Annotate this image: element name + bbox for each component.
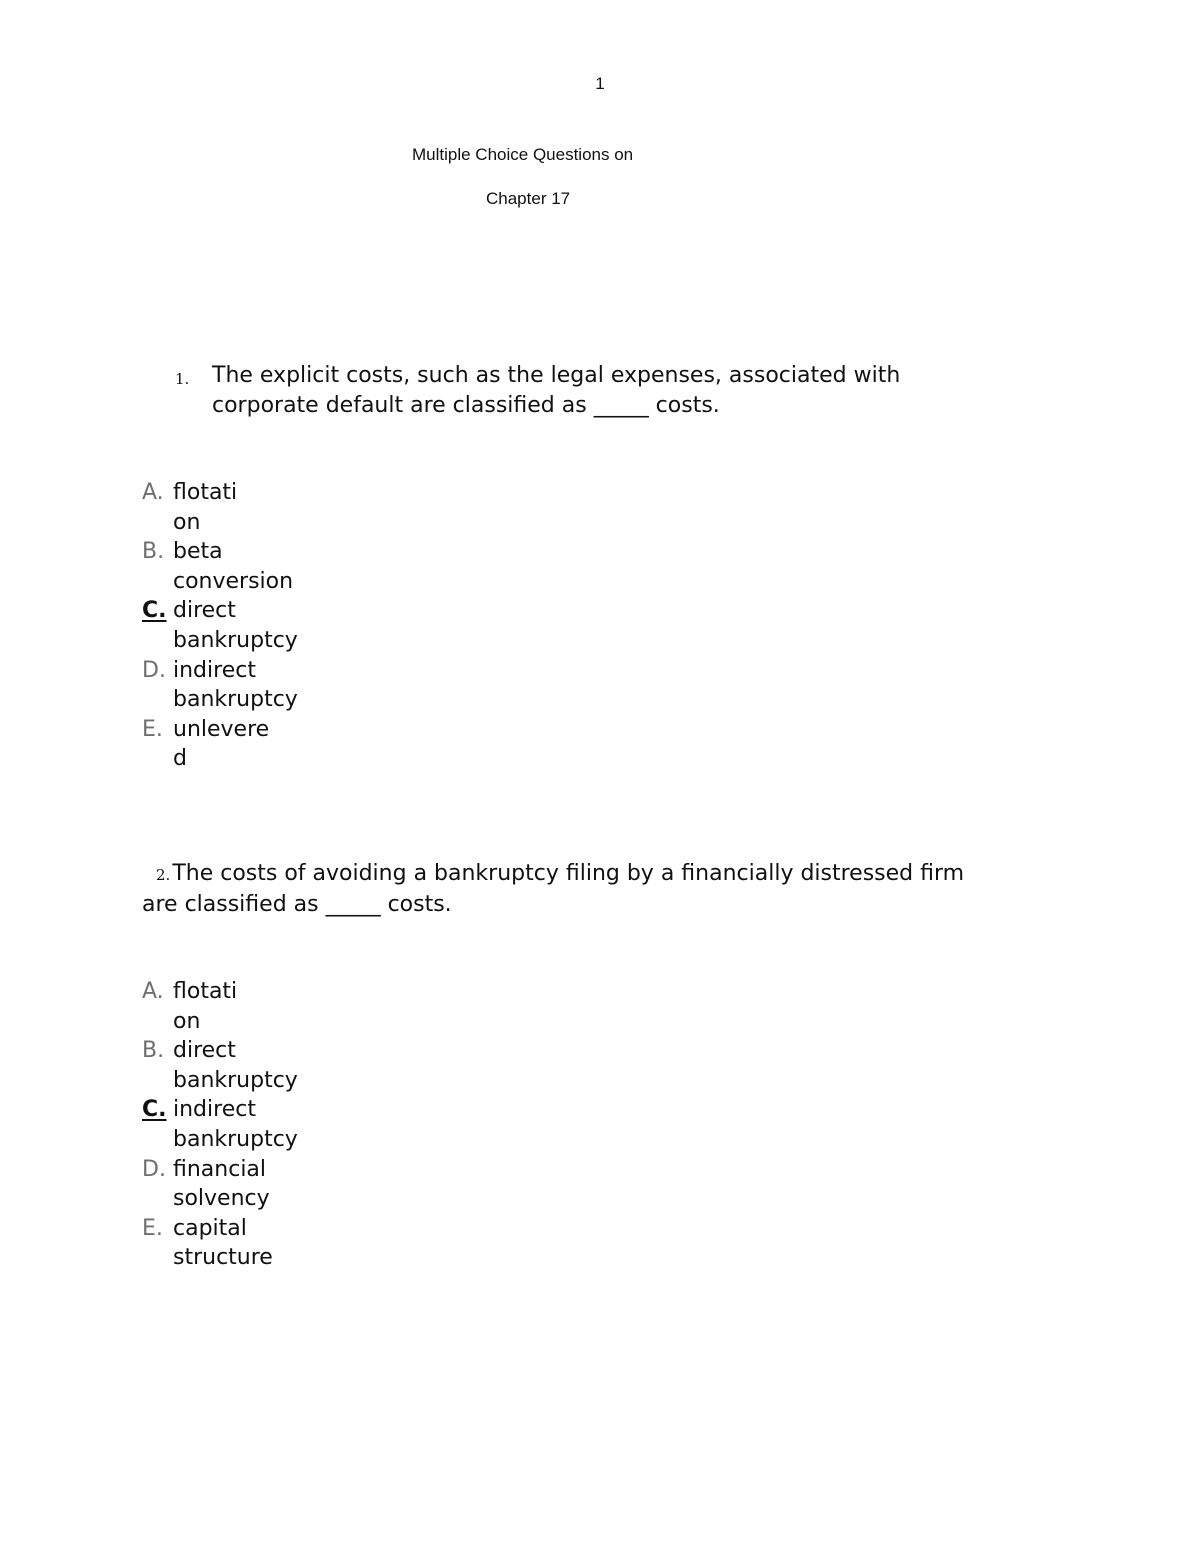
chapter-title: Chapter 17 [486,189,571,208]
answer-option-d [142,656,402,715]
question-text-line: corporate default are classified as _____ costs. [212,393,720,418]
option-text-line: capital [173,1215,247,1241]
option-letter: B. [142,539,165,565]
answer-option-c [142,1095,402,1154]
correct-option-letter: C. [142,1097,167,1123]
option-text-line: on [173,1008,201,1034]
option-text [173,537,402,596]
option-text [173,715,402,774]
option-text [173,596,402,655]
answer-option-c [142,596,402,655]
option-text-line: structure [173,1245,273,1271]
option-letter: A. [142,979,164,1004]
option-text-line: d [173,746,187,772]
option-text-line: flotati [173,480,238,505]
answer-options [142,977,402,1273]
answer-options [142,478,402,774]
option-letter: A. [142,480,164,505]
option-text-line: bankruptcy [173,627,298,653]
question-text-line: are classified as _____ costs. [142,892,452,917]
option-text-line: indirect [173,657,256,683]
option-text-line: unlevere [173,716,270,742]
answer-option-a [142,977,402,1036]
option-text-line: beta [173,539,223,565]
answer-option-b [142,537,402,596]
page-number: 1 [595,74,605,93]
option-letter: E. [142,716,163,742]
option-text-line: direct [173,598,236,624]
option-text-line: bankruptcy [173,1126,298,1152]
option-text-line: bankruptcy [173,1067,298,1093]
correct-option-letter: C. [142,598,167,624]
option-text [173,1036,402,1095]
option-text [173,656,402,715]
option-text [173,1214,402,1273]
option-letter: B. [142,1038,165,1064]
document-title: Multiple Choice Questions on [412,145,634,164]
option-text [173,977,402,1036]
option-text [173,1095,402,1154]
answer-option-d [142,1155,402,1214]
option-text-line: on [173,509,201,535]
answer-option-b [142,1036,402,1095]
option-text-line: flotati [173,979,238,1004]
option-text-line: conversion [173,568,294,594]
option-letter: D. [142,1156,166,1182]
answer-option-a [142,478,402,537]
option-text-line: bankruptcy [173,687,298,713]
question-number: 1. [175,370,190,388]
question-number: 2. [156,866,171,884]
question-text-line [142,859,1062,890]
answer-option-e [142,715,402,774]
question-text [212,361,992,421]
option-letter: D. [142,657,166,683]
question-text [142,859,1062,920]
option-letter: E. [142,1215,163,1241]
question-text-line: The explicit costs, such as the legal expenses, associated with [212,363,901,388]
question-text-line-content: The costs of avoiding a bankruptcy filing by a financially distressed firm [172,861,965,886]
option-text-line: solvency [173,1186,270,1212]
option-text-line: direct [173,1038,236,1064]
answer-option-e [142,1214,402,1273]
option-text [173,1155,402,1214]
option-text-line: financial [173,1156,267,1182]
option-text-line: indirect [173,1097,256,1123]
option-text [173,478,402,537]
